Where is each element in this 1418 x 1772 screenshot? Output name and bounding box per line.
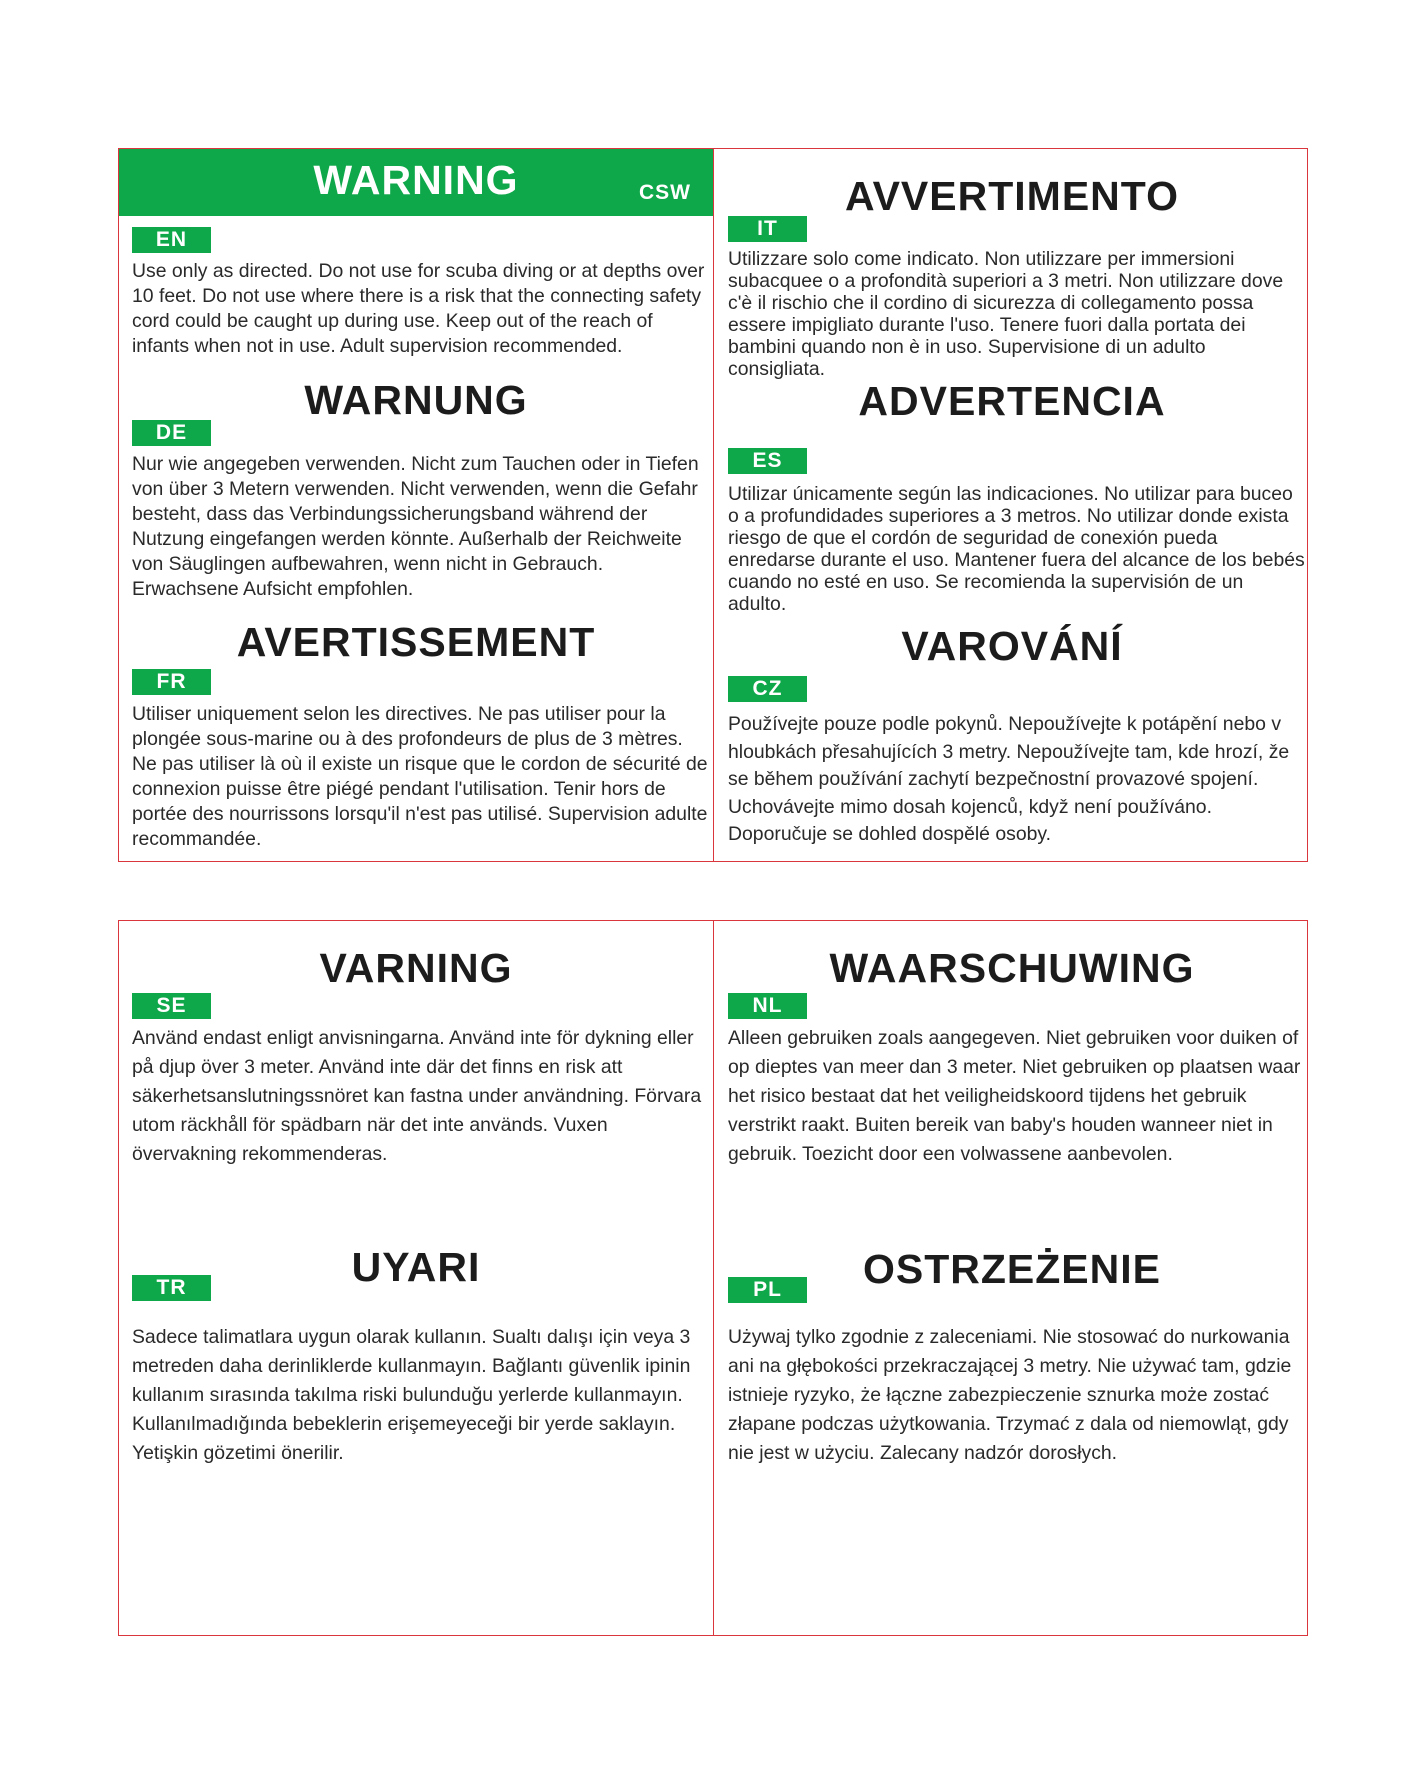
tr-title: UYARI: [351, 1244, 481, 1290]
it-lang-badge: IT: [728, 216, 807, 242]
column-divider: [713, 149, 714, 861]
en-text: Use only as directed. Do not use for scuba diving or at depths over 10 feet. Do not use where there is a risk that the connecting safety cord could be caught up during use. Keep out of the reach of infants when not in use. Adult supervision recommended.: [132, 260, 705, 357]
it-title: AVVERTIMENTO: [845, 173, 1179, 219]
de-lang-badge: DE: [132, 420, 211, 446]
column-divider: [713, 921, 714, 1635]
cz-text: Používejte pouze podle pokynů. Nepoužívejte k potápění nebo v hloubkách přesahujících 3 metry. Nepoužívejte tam, kde hrozí, že se během používání zachytí bezpečnostní provazové spojení. Uchovávejte mimo dosah kojenců, když není používáno. Doporučuje se dohled dospělé osoby.: [728, 713, 1290, 845]
pl-text: Używaj tylko zgodnie z zaleceniami. Nie stosować do nurkowania ani na głębokości przekraczającej 3 metry. Nie używać tam, gdzie istnieje ryzyko, że łączne zabezpieczenie sznurka może zostać złapane podczas użytkowania. Trzymać z dala od niemowląt, gdy nie jest w użyciu. Zalecany nadzór dorosłych.: [728, 1326, 1292, 1464]
se-title: VARNING: [319, 945, 513, 991]
pl-lang-badge: PL: [728, 1277, 807, 1303]
warning-label-panel-top: [118, 148, 1308, 862]
cz-lang-badge: CZ: [728, 676, 807, 702]
nl-title: WAARSCHUWING: [829, 945, 1195, 991]
pl-title: OSTRZEŻENIE: [862, 1246, 1162, 1292]
fr-text: Utiliser uniquement selon les directives. Ne pas utiliser pour la plongée sous-marine ou à des profondeurs de plus de 3 mètres. Ne pas utiliser là où il existe un risque que le cordon de sécurité de connexion puisse être piégé pendant l'utilisation. Tenir hors de portée des nourrissons lorsqu'il n'est pas utilisé. Supervision adulte recommandée.: [132, 703, 708, 850]
warning-banner: [119, 149, 713, 216]
nl-text: Alleen gebruiken zoals aangegeven. Niet gebruiken voor duiken of op dieptes van meer dan 3 meter. Niet gebruiken op plaatsen waar het risico bestaat dat het veiligheidskoord tijdens het gebruik verstrikt raakt. Buiten bereik van baby's houden wanneer niet in gebruik. Toezicht door een volwassene aanbevolen.: [728, 1027, 1301, 1165]
en-lang-badge: EN: [132, 227, 211, 253]
se-lang-badge: SE: [132, 993, 211, 1019]
warning-label-panel-bottom: [118, 920, 1308, 1636]
en-title: WARNING: [313, 157, 519, 203]
es-title: ADVERTENCIA: [858, 378, 1166, 424]
se-text: Använd endast enligt anvisningarna. Använd inte för dykning eller på djup över 3 meter. Använd inte där det finns en risk att säkerhetsanslutningssnöret kan fastna under användning. Förvara utom räckhåll för spädbarn när det inte används. Vuxen övervakning rekommenderas.: [132, 1027, 702, 1165]
fr-lang-badge: FR: [132, 669, 211, 695]
cz-title: VAROVÁNÍ: [901, 623, 1123, 669]
es-text: Utilizar únicamente según las indicaciones. No utilizar para buceo o a profundidades superiores a 3 metros. No utilizar donde exista riesgo de que el cordón de seguridad de conexión pueda enredarse durante el uso. Mantener fuera del alcance de los bebés cuando no esté en uso. Se recomienda la supervisión de un adulto.: [728, 483, 1305, 615]
brand-code: CSW: [639, 181, 691, 204]
es-lang-badge: ES: [728, 448, 807, 474]
it-text: Utilizzare solo come indicato. Non utilizzare per immersioni subacquee o a profondità superiori a 3 metri. Non utilizzare dove c'è il rischio che il cordino di sicurezza di collegamento possa essere impigliato durante l'uso. Tenere fuori dalla portata dei bambini quando non è in uso. Supervisione di un adulto consigliata.: [728, 248, 1284, 380]
tr-text: Sadece talimatlara uygun olarak kullanın. Sualtı dalışı için veya 3 metreden daha derinliklerde kullanmayın. Bağlantı güvenlik ipinin kullanım sırasında takılma riski bulunduğu yerlerde kullanmayın. Kullanılmadığında bebeklerin erişemeyeceği bir yerde saklayın. Yetişkin gözetimi önerilir.: [132, 1326, 691, 1464]
de-text: Nur wie angegeben verwenden. Nicht zum Tauchen oder in Tiefen von über 3 Metern verwenden. Nicht verwenden, wenn die Gefahr besteht, dass das Verbindungssicherungsband während der Nutzung eingefangen werden könnte. Außerhalb der Reichweite von Säuglingen aufbewahren, wenn nicht in Gebrauch. Erwachsene Aufsicht empfohlen.: [132, 453, 699, 600]
fr-title: AVERTISSEMENT: [236, 619, 596, 665]
de-title: WARNUNG: [304, 377, 528, 423]
tr-lang-badge: TR: [132, 1275, 211, 1301]
nl-lang-badge: NL: [728, 993, 807, 1019]
